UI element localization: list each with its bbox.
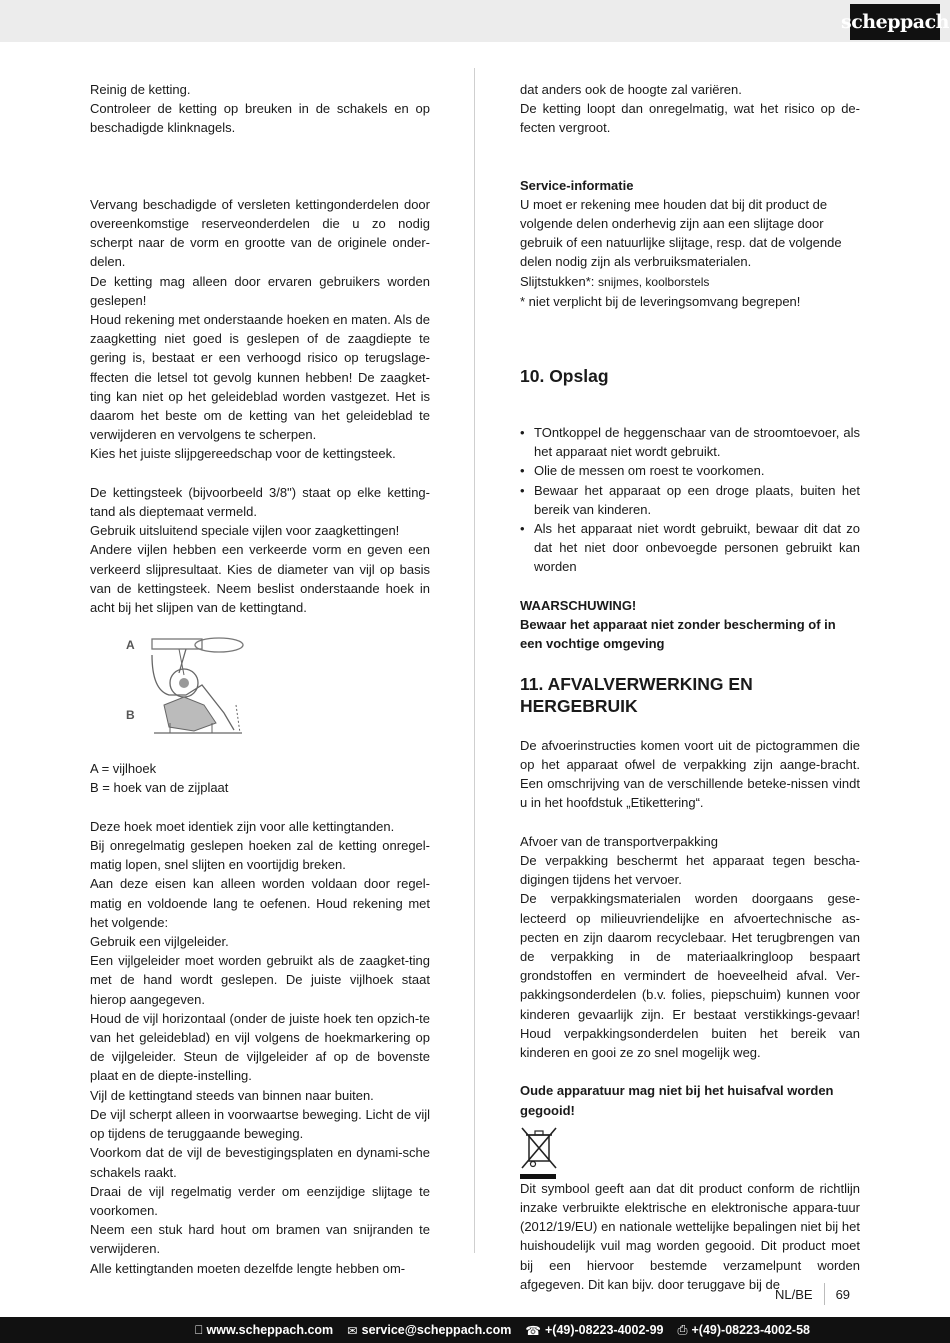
page-number: 69 — [835, 1286, 851, 1302]
legend-a: A = vijlhoek — [90, 761, 157, 777]
list-item: • Als het apparaat niet wordt gebruikt, bewaar dit dat zo dat het niet door onbevoegde personen gebruikt kan worden — [520, 519, 860, 577]
fax-number: +(49)-08223-4002-58 — [691, 1323, 810, 1337]
paragraph: Voorkom dat de vijl de bevestigingsplaten en dynami-sche schakels raakt. — [90, 1145, 430, 1180]
divider — [824, 1283, 825, 1305]
right-column — [520, 80, 860, 1294]
legend-b: B = hoek van de zijplaat — [90, 780, 229, 796]
paragraph: Andere vijlen hebben een verkeerde vorm en geven een verkeerd slijpresultaat. Kies de diameter van vijl op basis van de kettingsteek. Neem beslist onderstaande hoek in acht bij het slijpen van de kettingtand. — [90, 542, 430, 616]
section-heading-storage: 10. Opslag — [520, 366, 609, 387]
service-text: U moet er rekening mee houden dat bij dit product de volgende delen onderhevig zijn aan een slijtage door gebruik of een natuurlijke slijtage, resp. dat de volgende delen nodig zijn als verbruiksmaterialen. — [520, 196, 842, 270]
header-bar — [0, 0, 950, 42]
old-device-title: Oude apparatuur mag niet bij het huisafval worden gegooid! — [520, 1083, 834, 1118]
paragraph: De verpakking beschermt het apparaat tegen bescha-digingen tijdens het vervoer. — [520, 853, 860, 888]
paragraph: dat anders ook de hoogte zal variëren. — [520, 82, 742, 97]
warning-text: Bewaar het apparaat niet zonder bescherming of in een vochtige omgeving — [520, 617, 836, 652]
fax-icon: ⎙ — [677, 1322, 688, 1337]
paragraph: Bij onregelmatig geslepen hoeken zal de ketting onregel-matig lopen, snel slijten en voortijdig breken. — [90, 838, 430, 873]
paragraph: Kies het juiste slijpgereedschap voor de kettingsteek. — [90, 446, 396, 462]
left-column — [90, 80, 430, 1278]
paragraph: Gebruik een vijlgeleider. — [90, 934, 229, 950]
paragraph: Neem een stuk hard hout om bramen van snijranden te verwijderen. — [90, 1222, 430, 1257]
figure-label-b: B — [126, 708, 135, 723]
website-link[interactable]: www.scheppach.com — [206, 1323, 334, 1337]
phone-icon: ☎ — [525, 1323, 541, 1338]
paragraph: De verpakkingsmaterialen worden doorgaans gese-lecteerd op milieuvriendelijke en afvoertechnische as-pecten en zijn daarom recyclebaar. Het terugbrengen van de verpakking in de materiaalkringloop bespaart grondstoffen en vermindert de hoeveelheid afval. Ver-pakkingsonderdelen (b.v. folies, piepschuim) kunnen voor kinderen gevaarlijk zijn. Er bestaat verstikkings-gevaar! Houd verpakkingsonderdelen buiten het bereik van kinderen en gooi ze zo snel mogelijk weg. — [520, 891, 860, 1061]
email-link[interactable]: service@scheppach.com — [361, 1323, 512, 1337]
list-item: • TOntkoppel de heggenschaar van de stroomtoevoer, als het apparaat niet wordt gebruikt. — [520, 423, 860, 461]
language-code: NL/BE — [775, 1286, 813, 1302]
scheppach-logo: scheppach — [850, 4, 940, 40]
paragraph: Gebruik uitsluitend speciale vijlen voor zaagkettingen! — [90, 523, 400, 539]
phone-number: +(49)-08223-4002-99 — [544, 1323, 664, 1337]
section-heading-disposal: 11. AFVALVERWERKING EN HERGEBRUIK — [520, 673, 753, 716]
paragraph: De ketting loopt dan onregelmatig, wat het risico op de-fecten vergroot. — [520, 101, 860, 136]
paragraph: Deze hoek moet identiek zijn voor alle kettingtanden. — [90, 818, 395, 834]
monitor-icon: ⎕ — [194, 1322, 203, 1337]
paragraph: Vervang beschadigde of versleten kettingonderdelen door overeenkomstige reserveonderdelen die u zo nodig scherpt naar de vorm en grootte van de originele onder-delen. — [90, 196, 430, 270]
page-number-area — [775, 1283, 850, 1305]
paragraph: De afvoerinstructies komen voort uit de pictogrammen die op het apparaat ofwel de verpakking zijn aange-bracht. Een omschrijving van de verschillende beteke-nissen vindt u in het hoofdstuk „Etikettering“. — [520, 737, 860, 811]
paragraph: Houd de vijl horizontaal (onder de juiste hoek ten opzich-te van het geleideblad) en vijl volgens de hoekmarkering op de vijlgeleider. Steun de vijlgeleider af op de bovenste plaat en de diepte-instelling. — [90, 1010, 430, 1084]
file-angle-figure — [124, 635, 254, 735]
paragraph: De kettingsteek (bijvoorbeeld 3/8") staat op elke ketting-tand als dieptemaat vermeld. — [90, 484, 430, 520]
paragraph: Controleer de ketting op breuken in de schakels en op beschadigde klinknagels. — [90, 101, 430, 136]
chain-tooth-illustration — [124, 635, 254, 735]
transport-title: Afvoer van de transportverpakking — [520, 833, 718, 849]
paragraph: Draai de vijl regelmatig verder om eenzijdige slijtage te voorkomen. — [90, 1183, 430, 1218]
wear-parts-items: snijmes, koolborstels — [598, 274, 710, 289]
paragraph: Houd rekening met onderstaande hoeken en maten. Als de zaagketting niet goed is geslepen of de zaagdiepte te gering is, bestaat er een verhoogd risico op terugslage-ffecten die letsel tot gevolg kunnen hebben! De zaagket-ting kan niet op het geleideblad worden vastgezet. Het is daarom het beste om de ketting van het geleideblad te verwijderen en vervolgens te scherpen. — [90, 312, 430, 443]
service-note: * niet verplicht bij de leveringsomvang begrepen! — [520, 293, 801, 309]
paragraph: De ketting mag alleen door ervaren gebruikers worden geslepen! — [90, 273, 430, 308]
paragraph: Dit symbool geeft aan dat dit product conform de richtlijn inzake verbruikte elektrische en elektronische appara-tuur (2012/19/EU) en nationale wettelijke bepalingen niet bij het huishoudelijk vuil mag worden gegooid. Dit product moet bij een hiervoor bestemde verzamelpunt worden afgegeven. Dit kan bijv. door teruggave bij de — [520, 1180, 860, 1292]
column-divider — [474, 68, 475, 1253]
paragraph: Vijl de kettingtand steeds van binnen naar buiten. — [90, 1087, 374, 1103]
storage-list — [520, 423, 860, 577]
figure-label-a: A — [126, 638, 135, 653]
paragraph: Reinig de ketting. — [90, 82, 191, 97]
wear-parts — [520, 272, 860, 292]
list-item: • Olie de messen om roest te voorkomen. — [520, 461, 860, 480]
footer-bar — [0, 1317, 950, 1343]
paragraph: Een vijlgeleider moet worden gebruikt als de zaagket-ting met de hand wordt geslepen. De juiste vijlhoek staat hierop aangegeven. — [90, 953, 430, 1007]
paragraph: De vijl scherpt alleen in voorwaartse beweging. Licht de vijl op tijdens de teruggaande beweging. — [90, 1106, 430, 1142]
paragraph: Aan deze eisen kan alleen worden voldaan door regel-matig en voldoende lang te oefenen. Houd rekening met het volgende: — [90, 876, 430, 930]
wear-parts-label: Slijtstukken*: — [520, 273, 599, 289]
list-item: • Bewaar het apparaat op een droge plaats, buiten het bereik van kinderen. — [520, 481, 860, 519]
warning-title: WAARSCHUWING! — [520, 597, 637, 613]
paragraph: Alle kettingtanden moeten dezelfde lengte hebben om- — [90, 1260, 406, 1276]
mail-icon: ✉ — [347, 1323, 358, 1338]
crossed-bin-icon — [520, 1126, 560, 1172]
service-title: Service-informatie — [520, 177, 634, 193]
